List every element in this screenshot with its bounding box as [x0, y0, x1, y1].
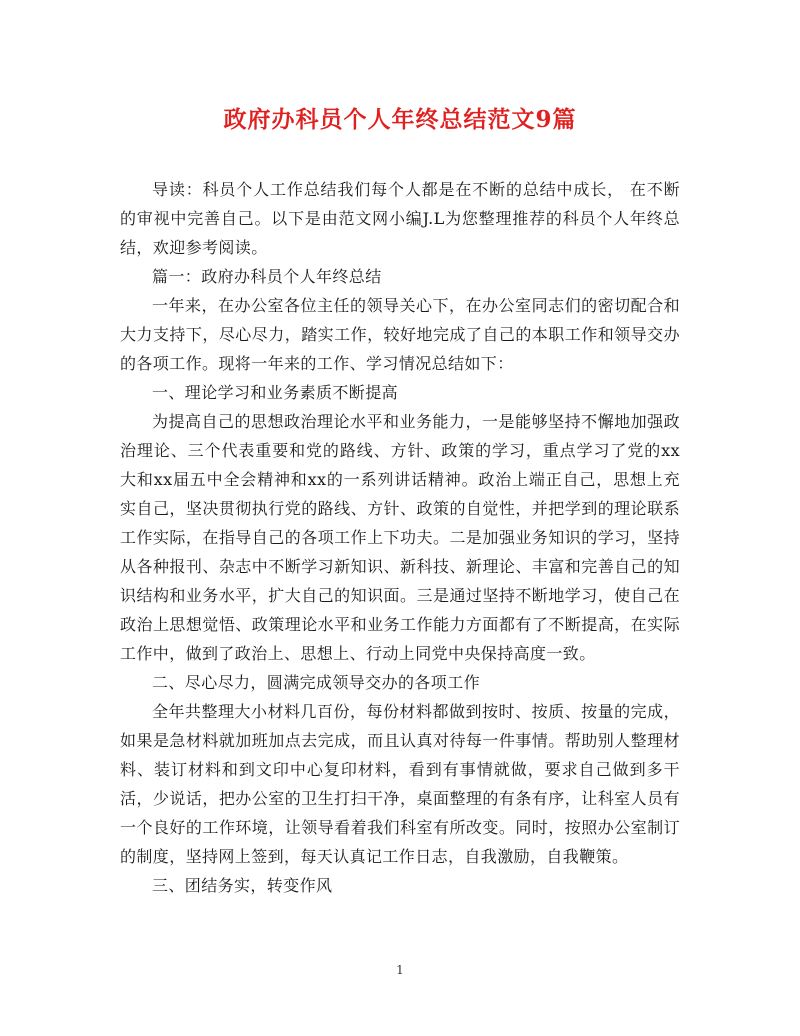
body-paragraph: 全年共整理大小材料几百份，每份材料都做到按时、按质、按量的完成，如果是急材料就加班加点去完成，而且认真对待每一件事情。帮助别人整理材料、装订材料和到文印中心复印材料，看到有事情就做，要求自己做到多干活，少说话，把办公室的卫生打扫干净，桌面整理的有条有序，让科室人员有一个良好的工作环境，让领导看着我们科室有所改变。同时，按照办公室制订的制度，坚持网上签到，每天认真记工作日志，自我激励，自我鞭策。	[120, 702, 680, 866]
subsection-heading: 一、理论学习和业务素质不断提高	[152, 383, 399, 402]
intro-paragraph: 导读：科员个人工作总结我们每个人都是在不断的总结中成长， 在不断的审视中完善自己。以下是由范文网小编J.L为您整理推荐的科员个人年终总结，欢迎参考阅读。	[120, 180, 680, 257]
subsection-heading: 二、尽心尽力，圆满完成领导交办的各项工作	[152, 673, 481, 692]
section-heading: 篇一：政府办科员个人年终总结	[152, 267, 382, 286]
document-title: 政府办科员个人年终总结范文9篇	[223, 106, 577, 133]
document-body	[120, 175, 680, 900]
page-number: 1	[396, 963, 404, 977]
subsection-heading: 三、团结务实，转变作风	[152, 876, 333, 895]
body-paragraph: 为提高自己的思想政治理论水平和业务能力，一是能够坚持不懈地加强政治理论、三个代表重要和党的路线、方针、政策的学习，重点学习了党的xx大和xx届五中全会精神和xx的一系列讲话精神。政治上端正自己，思想上充实自己，坚决贯彻执行党的路线、方针、政策的自觉性，并把学到的理论联系工作实际，在指导自己的各项工作上下功夫。二是加强业务知识的学习，坚持从各种报刊、杂志中不断学习新知识、新科技、新理论、丰富和完善自己的知识结构和业务水平，扩大自己的知识面。三是通过坚持不断地学习，使自己在政治上思想觉悟、政策理论水平和业务工作能力方面都有了不断提高，在实际工作中，做到了政治上、思想上、行动上同党中央保持高度一致。	[120, 412, 680, 663]
body-paragraph: 一年来，在办公室各位主任的领导关心下，在办公室同志们的密切配合和大力支持下，尽心尽力，踏实工作，较好地完成了自己的本职工作和领导交办的各项工作。现将一年来的工作、学习情况总结如下：	[120, 296, 680, 373]
